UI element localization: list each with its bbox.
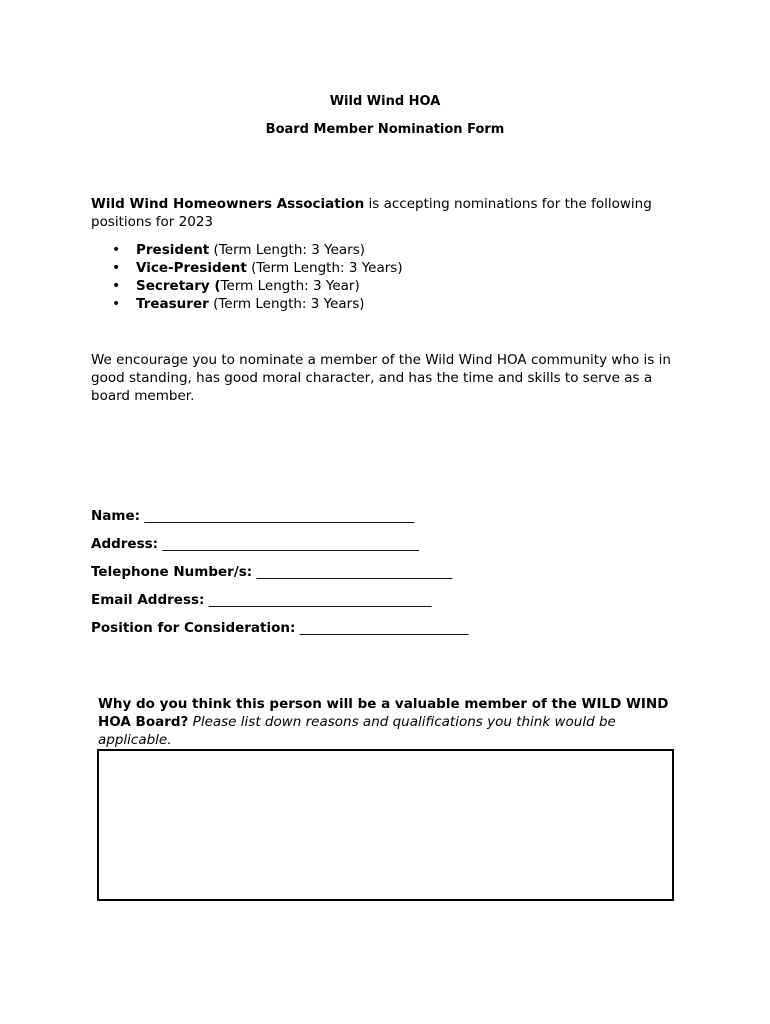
position-name: Vice-President [136,260,247,276]
list-item [112,259,403,277]
list-item [112,241,403,259]
org-name: Wild Wind Homeowners Association [91,196,365,212]
position-field[interactable] [91,620,468,636]
email-blank[interactable]: _________________________________ [204,592,432,608]
question-italic: Please list down reasons and qualifications you think would be applicable. [98,714,616,748]
position-term: (Term Length: 3 Years) [246,260,403,276]
position-name: Secretary ( [136,278,221,294]
bullet-icon: • [112,296,121,312]
encouragement-paragraph: We encourage you to nominate a member of the Wild Wind HOA community who is in good standing, has good moral character, and has the time and skills to serve as a board member. [91,352,671,404]
address-label: Address: [91,536,159,552]
position-term: Term Length: 3 Year) [220,278,360,294]
bullet-icon: • [112,242,121,258]
form-title: Wild Wind HOA [329,94,441,109]
reason-answer-box[interactable] [97,749,674,901]
form-subtitle: Board Member Nomination Form [265,122,505,137]
intro-paragraph [91,195,681,231]
email-field[interactable] [91,592,431,608]
position-term: (Term Length: 3 Years) [209,242,366,258]
name-field[interactable] [91,508,414,524]
position-label: Position for Consideration: [91,620,296,636]
question-bold: Why do you think this person will be a valuable member of the WILD WIND HOA Board? [98,696,669,730]
intro-text: is accepting nominations for the following positions for 2023 [91,196,652,230]
reason-question [98,695,678,749]
name-blank[interactable]: ________________________________________ [140,508,415,524]
positions-list [112,241,403,313]
position-name: Treasurer [136,296,209,312]
bullet-icon: • [112,278,121,294]
email-label: Email Address: [91,592,205,608]
position-blank[interactable]: _________________________ [295,620,469,636]
bullet-icon: • [112,260,121,276]
address-field[interactable] [91,536,419,552]
telephone-label: Telephone Number/s: [91,564,253,580]
telephone-blank[interactable]: _____________________________ [252,564,453,580]
telephone-field[interactable] [91,564,452,580]
name-label: Name: [91,508,141,524]
list-item [112,277,403,295]
position-name: President [136,242,210,258]
address-blank[interactable]: ______________________________________ [158,536,419,552]
position-term: (Term Length: 3 Years) [208,296,365,312]
list-item [112,295,403,313]
